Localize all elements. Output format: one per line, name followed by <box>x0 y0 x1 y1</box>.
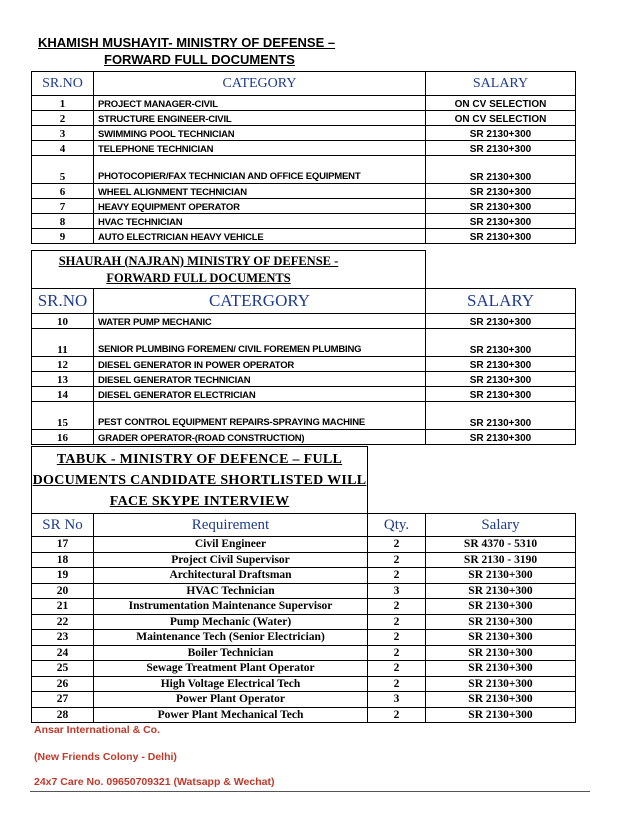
table-row <box>32 199 576 214</box>
salary-header: SALARY <box>426 72 576 96</box>
salary-cell: ON CV SELECTION <box>426 111 576 126</box>
category-cell: HVAC TECHNICIAN <box>94 214 426 229</box>
section3-table <box>31 446 576 723</box>
qty-cell: 2 <box>368 537 426 553</box>
salary-cell: SR 2130+300 <box>426 583 576 599</box>
salary-header: SALARY <box>426 289 576 314</box>
qty-cell: 2 <box>368 552 426 568</box>
category-cell: TELEPHONE TECHNICIAN <box>94 141 426 156</box>
requirement-cell: Sewage Treatment Plant Operator <box>94 661 368 677</box>
sr-number: 16 <box>32 430 94 445</box>
table-row <box>32 599 576 615</box>
qty-cell: 3 <box>368 692 426 708</box>
srno-header: SR No <box>32 514 94 537</box>
footer-company: Ansar International & Co. <box>34 724 161 736</box>
category-cell: WATER PUMP MECHANIC <box>94 314 426 329</box>
section2-title-row <box>32 251 576 289</box>
sr-number: 13 <box>32 372 94 387</box>
section3-title-line1: TABUK - MINISTRY OF DEFENCE – FULL <box>56 451 343 467</box>
salary-cell: SR 2130+300 <box>426 430 576 445</box>
sr-number: 28 <box>32 707 94 723</box>
qty-cell: 2 <box>368 599 426 615</box>
requirement-cell: Civil Engineer <box>94 537 368 553</box>
section1-title-line2: FORWARD FULL DOCUMENTS <box>104 52 295 67</box>
category-cell: DIESEL GENERATOR IN POWER OPERATOR <box>94 357 426 372</box>
table-row <box>32 568 576 584</box>
requirement-cell: Maintenance Tech (Senior Electrician) <box>94 630 368 646</box>
qty-cell: 2 <box>368 568 426 584</box>
sr-number: 24 <box>32 645 94 661</box>
sr-number: 18 <box>32 552 94 568</box>
sr-number: 7 <box>32 199 94 214</box>
salary-cell: SR 2130+300 <box>426 214 576 229</box>
salary-cell: SR 2130+300 <box>426 568 576 584</box>
category-cell: AUTO ELECTRICIAN HEAVY VEHICLE <box>94 229 426 244</box>
sr-number: 3 <box>32 126 94 141</box>
salary-cell: SR 2130+300 <box>426 692 576 708</box>
salary-cell: SR 2130+300 <box>426 229 576 244</box>
sr-number: 10 <box>32 314 94 329</box>
category-cell: WHEEL ALIGNMENT TECHNICIAN <box>94 184 426 199</box>
sr-number: 2 <box>32 111 94 126</box>
sr-number: 22 <box>32 614 94 630</box>
section2-header-row <box>32 289 576 314</box>
requirement-header: Requirement <box>94 514 368 537</box>
category-cell: SENIOR PLUMBING FOREMEN/ CIVIL FOREMEN PLUMBING <box>94 329 426 357</box>
footer-contact: 24x7 Care No. 09650709321 (Watsapp & Wechat) <box>34 776 275 788</box>
requirement-cell: Instrumentation Maintenance Supervisor <box>94 599 368 615</box>
category-cell: DIESEL GENERATOR TECHNICIAN <box>94 372 426 387</box>
salary-cell: SR 2130+300 <box>426 314 576 329</box>
section3-title-line3: FACE SKYPE INTERVIEW <box>109 493 290 509</box>
table-row <box>32 372 576 387</box>
table-row <box>32 96 576 111</box>
sr-number: 4 <box>32 141 94 156</box>
table-row <box>32 583 576 599</box>
category-cell: GRADER OPERATOR-(ROAD CONSTRUCTION) <box>94 430 426 445</box>
section3-header-row <box>32 514 576 537</box>
sr-number: 8 <box>32 214 94 229</box>
sr-number: 19 <box>32 568 94 584</box>
category-cell: PEST CONTROL EQUIPMENT REPAIRS-SPRAYING MACHINE <box>94 402 426 430</box>
section2-title-line1: SHAURAH (NAJRAN) MINISTRY OF DEFENSE - <box>58 253 339 268</box>
category-header: CATERGORY <box>94 289 426 314</box>
salary-cell: SR 2130+300 <box>426 156 576 184</box>
salary-cell: SR 2130+300 <box>426 372 576 387</box>
qty-cell: 2 <box>368 614 426 630</box>
category-cell: PROJECT MANAGER-CIVIL <box>94 96 426 111</box>
requirement-cell: Architectural Draftsman <box>94 568 368 584</box>
section2-title <box>32 251 426 289</box>
category-header: CATEGORY <box>94 72 426 96</box>
requirement-cell: High Voltage Electrical Tech <box>94 676 368 692</box>
sr-number: 5 <box>32 156 94 184</box>
table-row <box>32 156 576 184</box>
category-cell: STRUCTURE ENGINEER-CIVIL <box>94 111 426 126</box>
requirement-cell: Power Plant Operator <box>94 692 368 708</box>
salary-cell: SR 2130+300 <box>426 630 576 646</box>
qty-cell: 2 <box>368 645 426 661</box>
salary-cell: SR 2130+300 <box>426 676 576 692</box>
section3-title-row <box>32 447 576 514</box>
srno-header: SR.NO <box>32 289 94 314</box>
table-row <box>32 357 576 372</box>
salary-cell: SR 2130+300 <box>426 402 576 430</box>
section1-table <box>31 71 576 244</box>
sr-number: 1 <box>32 96 94 111</box>
section3-title-line2: DOCUMENTS CANDIDATE SHORTLISTED WILL <box>32 472 367 488</box>
sr-number: 23 <box>32 630 94 646</box>
blank-cell <box>426 251 576 289</box>
table-row <box>32 614 576 630</box>
sr-number: 11 <box>32 329 94 357</box>
table-row <box>32 387 576 402</box>
section1-title-line1: KHAMISH MUSHAYIT- MINISTRY OF DEFENSE – <box>38 35 336 50</box>
sr-number: 6 <box>32 184 94 199</box>
salary-cell: SR 2130+300 <box>426 329 576 357</box>
salary-cell: ON CV SELECTION <box>426 96 576 111</box>
section2-title-line2: FORWARD FULL DOCUMENTS <box>106 270 291 285</box>
table-row <box>32 111 576 126</box>
requirement-cell: Pump Mechanic (Water) <box>94 614 368 630</box>
qty-cell: 2 <box>368 630 426 646</box>
sr-number: 14 <box>32 387 94 402</box>
table-row <box>32 630 576 646</box>
sr-number: 25 <box>32 661 94 677</box>
salary-cell: SR 2130+300 <box>426 387 576 402</box>
qty-header: Qty. <box>368 514 426 537</box>
table-row <box>32 661 576 677</box>
qty-cell: 2 <box>368 676 426 692</box>
section1-header-row <box>32 72 576 96</box>
salary-cell: SR 2130+300 <box>426 614 576 630</box>
salary-cell: SR 4370 - 5310 <box>426 537 576 553</box>
qty-cell: 2 <box>368 661 426 677</box>
sr-number: 9 <box>32 229 94 244</box>
qty-cell: 2 <box>368 707 426 723</box>
salary-cell: SR 2130+300 <box>426 357 576 372</box>
table-row <box>32 329 576 357</box>
qty-cell: 3 <box>368 583 426 599</box>
srno-header: SR.NO <box>32 72 94 96</box>
salary-cell: SR 2130+300 <box>426 645 576 661</box>
section3-title <box>32 447 368 514</box>
table-row <box>32 126 576 141</box>
table-row <box>32 314 576 329</box>
salary-cell: SR 2130+300 <box>426 184 576 199</box>
table-row <box>32 707 576 723</box>
sr-number: 26 <box>32 676 94 692</box>
category-cell: DIESEL GENERATOR ELECTRICIAN <box>94 387 426 402</box>
section2-table <box>31 250 576 445</box>
table-row <box>32 676 576 692</box>
table-row <box>32 141 576 156</box>
category-cell: PHOTOCOPIER/FAX TECHNICIAN AND OFFICE EQUIPMENT <box>94 156 426 184</box>
salary-header: Salary <box>426 514 576 537</box>
salary-cell: SR 2130+300 <box>426 661 576 677</box>
sr-number: 20 <box>32 583 94 599</box>
table-row <box>32 692 576 708</box>
footer-location: (New Friends Colony - Delhi) <box>34 751 177 763</box>
table-row <box>32 402 576 430</box>
table-row <box>32 184 576 199</box>
sr-number: 27 <box>32 692 94 708</box>
requirement-cell: HVAC Technician <box>94 583 368 599</box>
salary-cell: SR 2130+300 <box>426 199 576 214</box>
salary-cell: SR 2130+300 <box>426 707 576 723</box>
table-row <box>32 214 576 229</box>
sr-number: 15 <box>32 402 94 430</box>
category-cell: SWIMMING POOL TECHNICIAN <box>94 126 426 141</box>
table-row <box>32 430 576 445</box>
category-cell: HEAVY EQUIPMENT OPERATOR <box>94 199 426 214</box>
salary-cell: SR 2130+300 <box>426 126 576 141</box>
requirement-cell: Project Civil Supervisor <box>94 552 368 568</box>
sr-number: 21 <box>32 599 94 615</box>
requirement-cell: Boiler Technician <box>94 645 368 661</box>
sr-number: 17 <box>32 537 94 553</box>
table-row <box>32 645 576 661</box>
table-row <box>32 552 576 568</box>
salary-cell: SR 2130 - 3190 <box>426 552 576 568</box>
blank-cell <box>368 447 576 514</box>
footer-divider <box>30 791 590 792</box>
requirement-cell: Power Plant Mechanical Tech <box>94 707 368 723</box>
salary-cell: SR 2130+300 <box>426 141 576 156</box>
table-row <box>32 537 576 553</box>
table-row <box>32 229 576 244</box>
salary-cell: SR 2130+300 <box>426 599 576 615</box>
sr-number: 12 <box>32 357 94 372</box>
